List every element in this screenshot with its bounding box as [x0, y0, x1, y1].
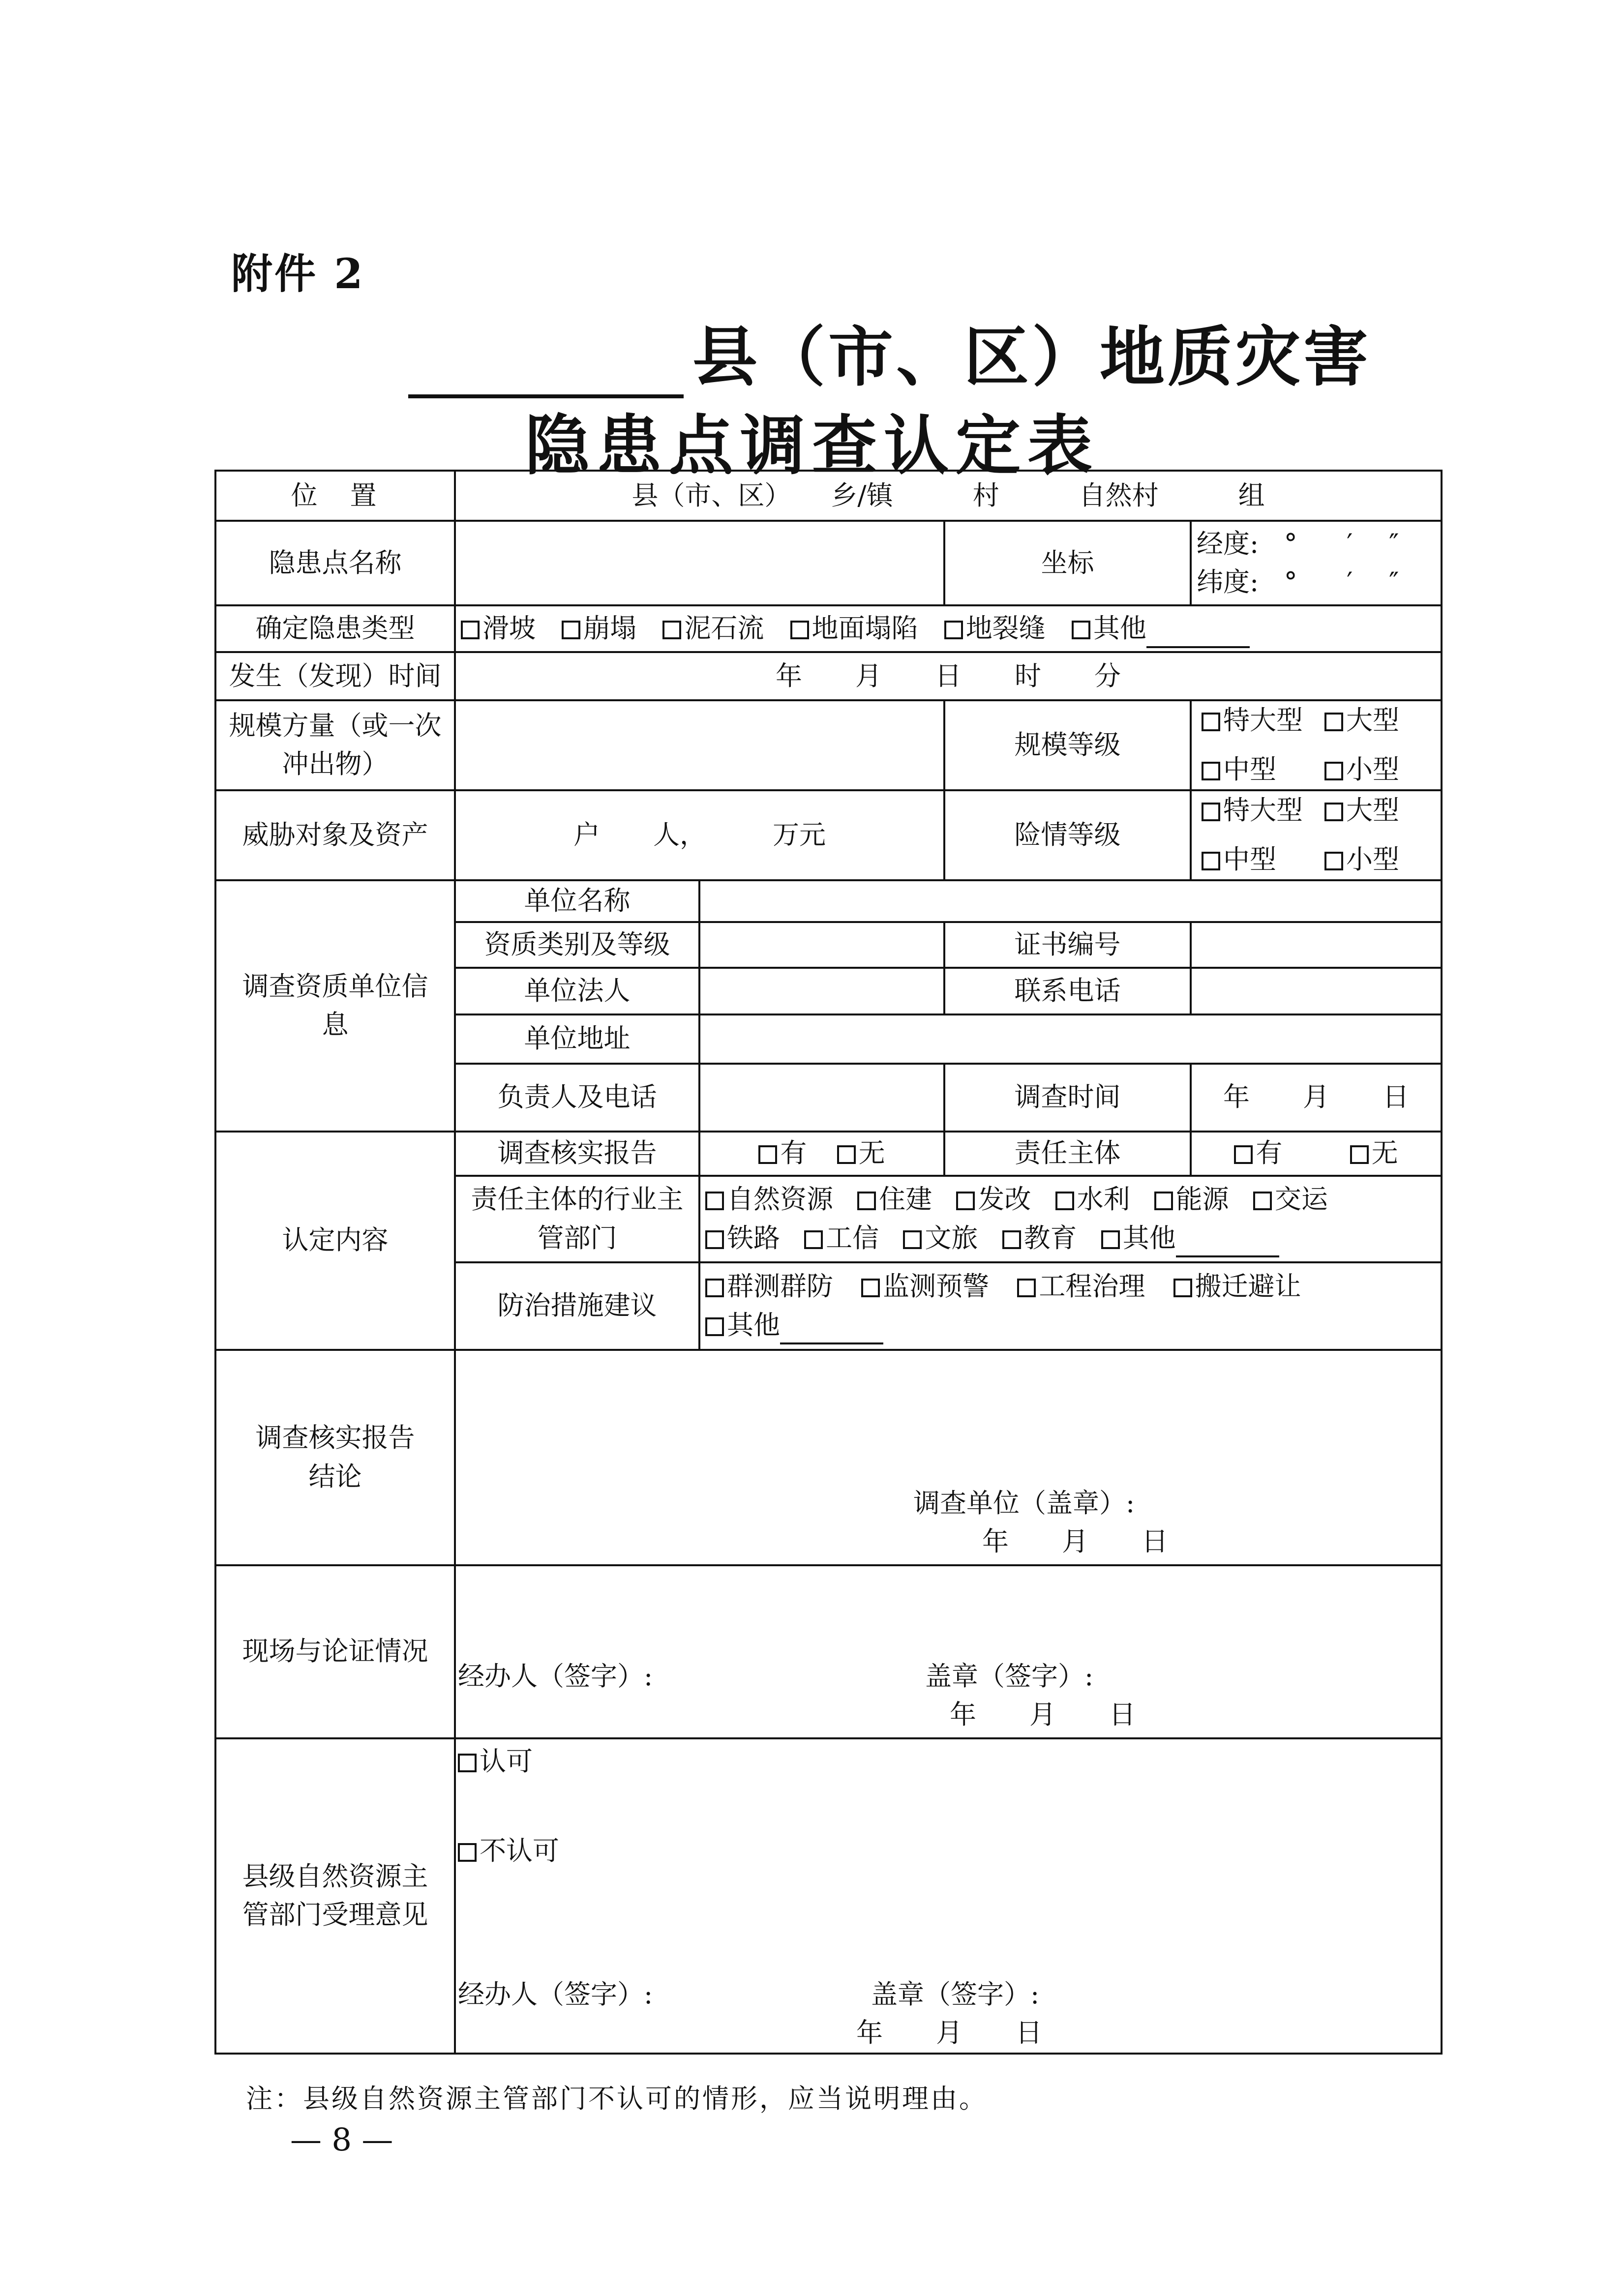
- option-label: 无: [1371, 1137, 1398, 1169]
- option-label: 发改: [978, 1184, 1031, 1215]
- county-opinion-label: 县级自然资源主管部门受理意见: [215, 1738, 455, 2054]
- checkbox[interactable]: [461, 621, 480, 639]
- hazard-type-label: 确定隐患类型: [215, 605, 455, 652]
- measure-mass-monitoring[interactable]: [705, 1267, 833, 1306]
- location-label: 位 置: [215, 471, 455, 521]
- hazard-name-label: 隐患点名称: [215, 521, 455, 605]
- checkbox[interactable]: [1202, 852, 1220, 870]
- county-handler[interactable]: 经办人（签字）:: [458, 1979, 653, 2010]
- option-label: 小型: [1346, 754, 1399, 785]
- dept-water[interactable]: [1055, 1180, 1130, 1219]
- type-option-debris-flow[interactable]: [662, 609, 764, 648]
- scale-option-large[interactable]: [1324, 701, 1414, 740]
- dept-transport[interactable]: [1253, 1180, 1328, 1219]
- option-label: 水利: [1077, 1184, 1130, 1215]
- type-option-subsidence[interactable]: [790, 609, 918, 648]
- county-approve[interactable]: [458, 1742, 1436, 1781]
- threat-label: 威胁对象及资产: [215, 790, 455, 880]
- option-label: 铁路: [727, 1222, 780, 1253]
- title-line-1: [408, 305, 1371, 398]
- phone-field[interactable]: [1191, 968, 1442, 1014]
- scale-volume-field[interactable]: [455, 700, 944, 790]
- longitude-line: [1197, 525, 1436, 563]
- conclusion-field[interactable]: [455, 1350, 1442, 1565]
- dept-industry[interactable]: [804, 1219, 879, 1257]
- option-label: 监测预警: [883, 1271, 990, 1302]
- dept-housing[interactable]: [857, 1180, 932, 1219]
- type-option-other[interactable]: [1072, 609, 1250, 648]
- dept-options-row-2: [705, 1219, 1436, 1257]
- survey-form-table: [214, 470, 1443, 2055]
- qualification-label: 资质类别及等级: [455, 922, 699, 968]
- site-field[interactable]: [455, 1565, 1442, 1738]
- option-label: 大型: [1346, 794, 1399, 826]
- report-label: 调查核实报告: [455, 1132, 699, 1176]
- legal-person-field[interactable]: [699, 968, 944, 1014]
- measure-early-warning[interactable]: [861, 1267, 989, 1306]
- measure-other[interactable]: [705, 1306, 883, 1344]
- type-option-collapse[interactable]: [562, 609, 636, 648]
- checkbox[interactable]: [562, 621, 580, 639]
- option-label: 自然资源: [727, 1184, 833, 1215]
- option-label: 能源: [1175, 1184, 1229, 1215]
- scale-grade-options: [1191, 700, 1442, 790]
- option-label: 滑坡: [482, 613, 536, 644]
- dept-other[interactable]: [1101, 1219, 1279, 1257]
- danger-grade-options: [1191, 790, 1442, 880]
- option-label: 其他: [1122, 1222, 1176, 1253]
- title-line-2: 隐患点调查认定表: [525, 408, 1099, 484]
- other-blank[interactable]: [780, 1319, 883, 1344]
- measures-options-row-2: [705, 1306, 1436, 1344]
- measures-options-row-1: [705, 1267, 1436, 1306]
- option-label: 无: [858, 1137, 885, 1169]
- checkbox[interactable]: [1350, 1145, 1369, 1164]
- checkbox[interactable]: [1072, 621, 1090, 639]
- option-label: 中型: [1223, 844, 1276, 875]
- checkbox[interactable]: [861, 1279, 880, 1297]
- report-options: [699, 1132, 944, 1176]
- coord-field[interactable]: [1191, 521, 1442, 605]
- option-label: 特大型: [1223, 705, 1303, 736]
- option-label: 群测群防: [727, 1271, 833, 1302]
- checkbox[interactable]: [705, 1192, 724, 1210]
- dept-culture-tourism[interactable]: [903, 1219, 978, 1257]
- checkbox[interactable]: [857, 1192, 876, 1210]
- site-sign-line: [458, 1657, 1436, 1696]
- scale-option-extra-large[interactable]: [1202, 701, 1303, 740]
- determination-label: 认定内容: [215, 1132, 455, 1350]
- location-field[interactable]: 县（市、区） 乡/镇 村 自然村 组: [455, 471, 1442, 521]
- type-option-landslide[interactable]: [461, 609, 536, 648]
- option-label: 交运: [1274, 1184, 1328, 1215]
- survey-time-field[interactable]: 年 月 日: [1191, 1064, 1442, 1132]
- latitude-degree: °: [1284, 567, 1297, 597]
- responsible-label: 负责人及电话: [455, 1064, 699, 1132]
- checkbox[interactable]: [790, 621, 809, 639]
- checkbox[interactable]: [956, 1192, 975, 1210]
- option-label: 小型: [1346, 844, 1399, 875]
- dept-development[interactable]: [956, 1180, 1031, 1219]
- checkbox[interactable]: [903, 1230, 922, 1249]
- option-label: 大型: [1346, 705, 1399, 736]
- address-label: 单位地址: [455, 1014, 699, 1064]
- longitude-label: 经度:: [1197, 528, 1259, 559]
- latitude-line: [1197, 563, 1436, 601]
- scale-option-small[interactable]: [1324, 750, 1414, 789]
- threat-field[interactable]: 户 人， 万元: [455, 790, 944, 880]
- site-label: 现场与论证情况: [215, 1565, 455, 1738]
- checkbox[interactable]: [662, 621, 681, 639]
- measure-engineering[interactable]: [1017, 1267, 1145, 1306]
- phone-label: 联系电话: [944, 968, 1191, 1014]
- checkbox[interactable]: [758, 1145, 777, 1164]
- occurrence-time-label: 发生（发现）时间: [215, 652, 455, 700]
- option-label: 认可: [480, 1745, 533, 1777]
- checkbox[interactable]: [458, 1843, 477, 1862]
- danger-option-small[interactable]: [1324, 840, 1414, 879]
- checkbox[interactable]: [1202, 803, 1220, 821]
- dept-options: [699, 1176, 1442, 1262]
- conclusion-date: 年 月 日: [982, 1526, 1168, 1557]
- option-label: 文旅: [925, 1222, 978, 1253]
- checkbox[interactable]: [1253, 1192, 1272, 1210]
- longitude-second: ″: [1389, 528, 1399, 559]
- checkbox[interactable]: [837, 1145, 856, 1164]
- coord-label: 坐标: [944, 521, 1191, 605]
- dept-natural-resources[interactable]: [705, 1180, 833, 1219]
- conclusion-label: 调查核实报告结论: [215, 1350, 455, 1565]
- county-sign-line: [458, 1975, 1436, 2014]
- cert-no-field[interactable]: [1191, 922, 1442, 968]
- survey-time-label: 调查时间: [944, 1064, 1191, 1132]
- occurrence-time-field[interactable]: 年 月 日 时 分: [455, 652, 1442, 700]
- option-label: 教育: [1023, 1222, 1077, 1253]
- option-label: 崩塌: [583, 613, 637, 644]
- checkbox[interactable]: [1017, 1279, 1036, 1297]
- type-option-ground-fissure[interactable]: [944, 609, 1046, 648]
- measures-options: [699, 1262, 1442, 1350]
- checkbox[interactable]: [1324, 803, 1343, 821]
- option-label: 泥石流: [684, 613, 764, 644]
- checkbox[interactable]: [705, 1279, 724, 1297]
- other-blank[interactable]: [1176, 1232, 1279, 1257]
- scale-volume-label: 规模方量（或一次冲出物）: [215, 700, 455, 790]
- dept-options-row-1: [705, 1180, 1436, 1219]
- option-label: 中型: [1223, 754, 1276, 785]
- dept-railway[interactable]: [705, 1219, 780, 1257]
- title-line-1-text: 县（市、区）地质灾害: [692, 319, 1371, 395]
- site-date: 年 月 日: [950, 1699, 1136, 1730]
- unit-name-field[interactable]: [699, 880, 1442, 922]
- option-label: 工程治理: [1039, 1271, 1145, 1302]
- latitude-minute: ′: [1347, 567, 1353, 597]
- footnote: 注：县级自然资源主管部门不认可的情形，应当说明理由。: [246, 2083, 988, 2114]
- option-label: 地裂缝: [965, 613, 1046, 644]
- dept-label: 责任主体的行业主管部门: [455, 1176, 699, 1262]
- site-stamp: 盖章（签字）:: [925, 1661, 1094, 1692]
- checkbox[interactable]: [458, 1754, 477, 1772]
- county-disapprove[interactable]: [458, 1832, 1436, 1870]
- longitude-degree: °: [1284, 528, 1297, 559]
- danger-option-extra-large[interactable]: [1202, 791, 1303, 830]
- annex-label: 附件 2: [231, 249, 365, 298]
- checkbox[interactable]: [1101, 1230, 1120, 1249]
- option-label: 住建: [879, 1184, 932, 1215]
- hazard-name-field[interactable]: [455, 521, 944, 605]
- subject-label: 责任主体: [944, 1132, 1191, 1176]
- subject-yes[interactable]: [1234, 1134, 1282, 1172]
- county-stamp[interactable]: 盖章（签字）:: [871, 1979, 1040, 2010]
- hazard-type-options: [455, 605, 1442, 652]
- measures-label: 防治措施建议: [455, 1262, 699, 1350]
- option-label: 不认可: [480, 1835, 559, 1866]
- checkbox[interactable]: [1324, 713, 1343, 731]
- option-label: 其他: [1093, 613, 1146, 644]
- scale-option-medium[interactable]: [1202, 750, 1303, 789]
- checkbox[interactable]: [705, 1230, 724, 1249]
- report-no[interactable]: [837, 1134, 885, 1172]
- option-label: 有: [780, 1137, 807, 1169]
- county-name-blank[interactable]: [408, 336, 684, 398]
- county-opinion-field: [455, 1738, 1442, 2054]
- checkbox[interactable]: [1002, 1230, 1021, 1249]
- checkbox[interactable]: [1202, 713, 1220, 731]
- checkbox[interactable]: [804, 1230, 823, 1249]
- measure-relocation[interactable]: [1173, 1267, 1301, 1306]
- qualification-field[interactable]: [699, 922, 944, 968]
- option-label: 其他: [727, 1309, 780, 1341]
- danger-option-large[interactable]: [1324, 791, 1414, 830]
- longitude-minute: ′: [1347, 528, 1353, 559]
- checkbox[interactable]: [944, 621, 963, 639]
- latitude-second: ″: [1389, 567, 1399, 597]
- checkbox[interactable]: [1154, 1192, 1173, 1210]
- unit-info-label: 调查资质单位信息: [215, 880, 455, 1132]
- unit-name-label: 单位名称: [455, 880, 699, 922]
- checkbox[interactable]: [1324, 852, 1343, 870]
- responsible-field[interactable]: [699, 1064, 944, 1132]
- checkbox[interactable]: [1055, 1192, 1074, 1210]
- report-yes[interactable]: [758, 1134, 807, 1172]
- dept-energy[interactable]: [1154, 1180, 1229, 1219]
- danger-option-medium[interactable]: [1202, 840, 1303, 879]
- other-blank[interactable]: [1146, 623, 1250, 648]
- subject-no[interactable]: [1350, 1134, 1398, 1172]
- option-label: 有: [1256, 1137, 1283, 1169]
- county-date[interactable]: 年 月 日: [856, 2017, 1042, 2049]
- scale-grade-label: 规模等级: [944, 700, 1191, 790]
- checkbox[interactable]: [1234, 1145, 1253, 1164]
- checkbox[interactable]: [1173, 1279, 1192, 1297]
- subject-options: [1191, 1132, 1442, 1176]
- checkbox[interactable]: [1202, 762, 1220, 780]
- option-label: 地面塌陷: [812, 613, 918, 644]
- option-label: 工信: [826, 1222, 879, 1253]
- danger-grade-label: 险情等级: [944, 790, 1191, 880]
- legal-person-label: 单位法人: [455, 968, 699, 1014]
- latitude-label: 纬度:: [1197, 567, 1259, 597]
- site-handler: 经办人（签字）:: [458, 1661, 653, 1692]
- conclusion-stamp: 调查单位（盖章）:: [913, 1488, 1135, 1519]
- option-label: 特大型: [1223, 794, 1303, 826]
- page-number: — 8 —: [290, 2122, 393, 2158]
- address-field[interactable]: [699, 1014, 1442, 1064]
- option-label: 搬迁避让: [1195, 1271, 1301, 1302]
- cert-no-label: 证书编号: [944, 922, 1191, 968]
- checkbox[interactable]: [705, 1317, 724, 1336]
- checkbox[interactable]: [1324, 762, 1343, 780]
- dept-education[interactable]: [1002, 1219, 1077, 1257]
